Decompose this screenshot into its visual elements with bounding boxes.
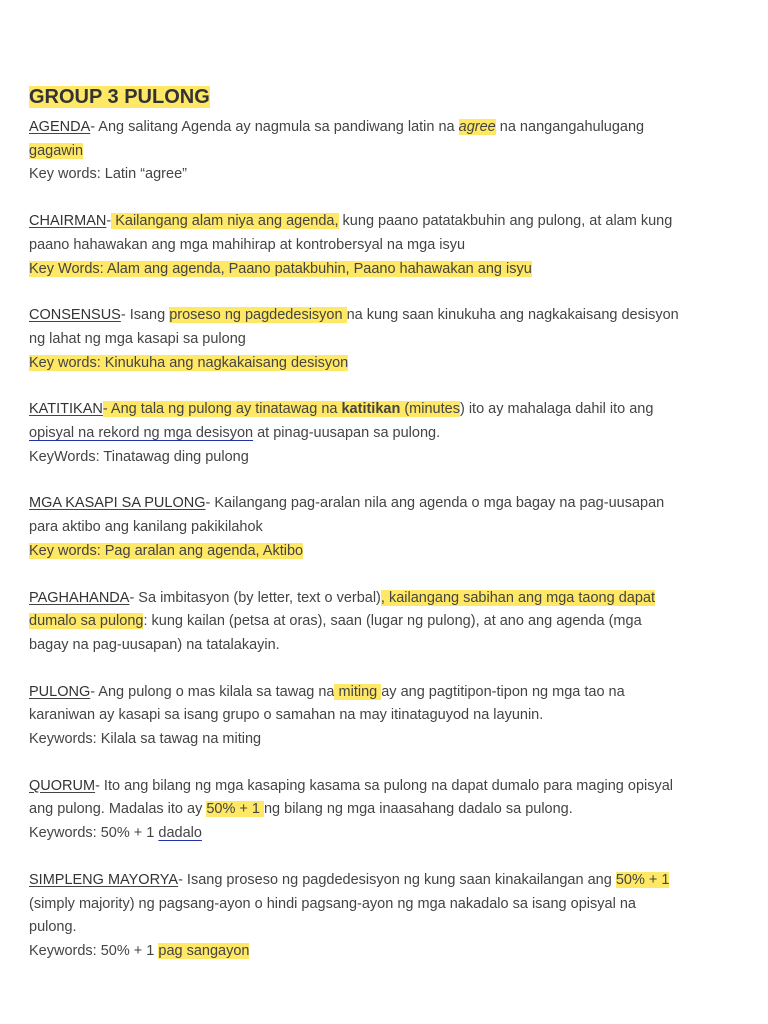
highlight: agree: [458, 119, 496, 135]
highlight: dumalo sa pulong: [29, 613, 144, 630]
term: PAGHAHANDA: [29, 589, 130, 606]
term: AGENDA: [29, 119, 91, 135]
link-opisyal-na-rekord[interactable]: opisyal na rekord ng mga desisyon: [29, 425, 254, 442]
highlight: - Ang tala ng pulong ay tinatawag na: [102, 401, 342, 418]
highlight: miting: [334, 683, 382, 700]
document-title: GROUP 3 PULONG: [29, 86, 210, 108]
highlight: gagawin: [29, 142, 84, 159]
highlight: 50% + 1: [206, 801, 264, 818]
link-dadalo[interactable]: dadalo: [158, 825, 202, 842]
keywords: Key words: Kinukuha ang nagkakaisang desisyon: [29, 354, 349, 371]
term: SIMPLENG MAYORYA: [29, 871, 179, 888]
entry-paghahanda: PAGHAHANDA- Sa imbitasyon (by letter, text o verbal), kailangang sabihan ang mga taong dapat dumalo sa pulong: kung kailan (petsa at oras), saan (lugar ng pulong), at ano ang agenda (mga bagay na pag-uusapan) na tatalakayin.: [29, 589, 655, 653]
highlight: proseso ng pagdedesisyon: [169, 307, 347, 324]
highlight: , kailangang sabihan ang mga taong dapat: [380, 589, 655, 606]
entry-agenda: AGENDA- Ang salitang Agenda ay nagmula sa pandiwang latin na agree na nangangahulugang gagawin Key words: Latin “agree”: [29, 116, 744, 187]
keywords: Keywords: 50% + 1 pag sangayon: [29, 942, 250, 959]
term: MGA KASAPI SA PULONG: [29, 495, 206, 512]
highlight: katitikan: [341, 401, 401, 418]
keywords: Key words: Latin “agree”: [29, 166, 187, 183]
highlight: Kailangang alam niya ang agenda,: [111, 213, 339, 230]
entry-mga-kasapi: MGA KASAPI SA PULONG- Kailangang pag-aralan nila ang agenda o mga bagay na pag-uusapan para aktibo ang kanilang pakikilahok Key words: Pag aralan ang agenda, Aktibo: [29, 492, 744, 563]
term: PULONG: [29, 683, 91, 700]
term: QUORUM: [29, 777, 96, 794]
entry-chairman: CHAIRMAN- Kailangang alam niya ang agenda, kung paano patatakbuhin ang pulong, at alam kung paano hahawakan ang mga mahihirap at kontrobersyal na mga isyu Key Words: Alam ang agenda, Paano patakbuhin, Paano hahawakan ang isyu: [29, 210, 744, 281]
keywords: Keywords: 50% + 1 dadalo: [29, 825, 202, 842]
term: CONSENSUS: [29, 307, 121, 324]
highlight: (minutes: [400, 401, 460, 418]
highlight: 50% + 1: [615, 871, 670, 888]
term: KATITIKAN: [29, 401, 103, 418]
keywords: Key words: Pag aralan ang agenda, Aktibo: [29, 542, 304, 559]
entry-quorum: QUORUM- Ito ang bilang ng mga kasaping kasama sa pulong na dapat dumalo para maging opisyal ang pulong. Madalas ito ay 50% + 1 ng bilang ng mga inaasahang dadalo sa pulong. Keywords: 50% + 1 dadalo: [29, 775, 744, 846]
keywords: KeyWords: Tinatawag ding pulong: [29, 448, 249, 465]
entry-katitikan: KATITIKAN- Ang tala ng pulong ay tinatawag na katitikan (minutes) ito ay mahalaga dahil ito ang opisyal na rekord ng mga desisyon at pinag-uusapan sa pulong. KeyWords: Tinatawag ding pulong: [29, 398, 744, 469]
entry-pulong: PULONG- Ang pulong o mas kilala sa tawag na miting ay ang pagtitipon-tipon ng mga tao na karaniwan ay kasapi sa isang grupo o samahan na may itinataguyod na layunin. Keywords: Kilala sa tawag na miting: [29, 681, 744, 752]
entry-simpleng-mayorya: SIMPLENG MAYORYA- Isang proseso ng pagdedesisyon ng kung saan kinakailangan ang 50% + 1 (simply majority) ng pagsang-ayon o hindi pagsang-ayon ng mga nakadalo sa isang opisyal na pulong. Keywords: 50% + 1 pag sangayon: [29, 869, 744, 964]
keywords: Keywords: Kilala sa tawag na miting: [29, 731, 262, 748]
entry-consensus: CONSENSUS- Isang proseso ng pagdedesisyon na kung saan kinukuha ang nagkakaisang desisyon ng lahat ng mga kasapi sa pulong Key words: Kinukuha ang nagkakaisang desisyon: [29, 304, 744, 375]
keywords: Key Words: Alam ang agenda, Paano patakbuhin, Paano hahawakan ang isyu: [29, 260, 532, 277]
term: CHAIRMAN: [29, 213, 107, 230]
highlight: pag sangayon: [158, 942, 250, 959]
